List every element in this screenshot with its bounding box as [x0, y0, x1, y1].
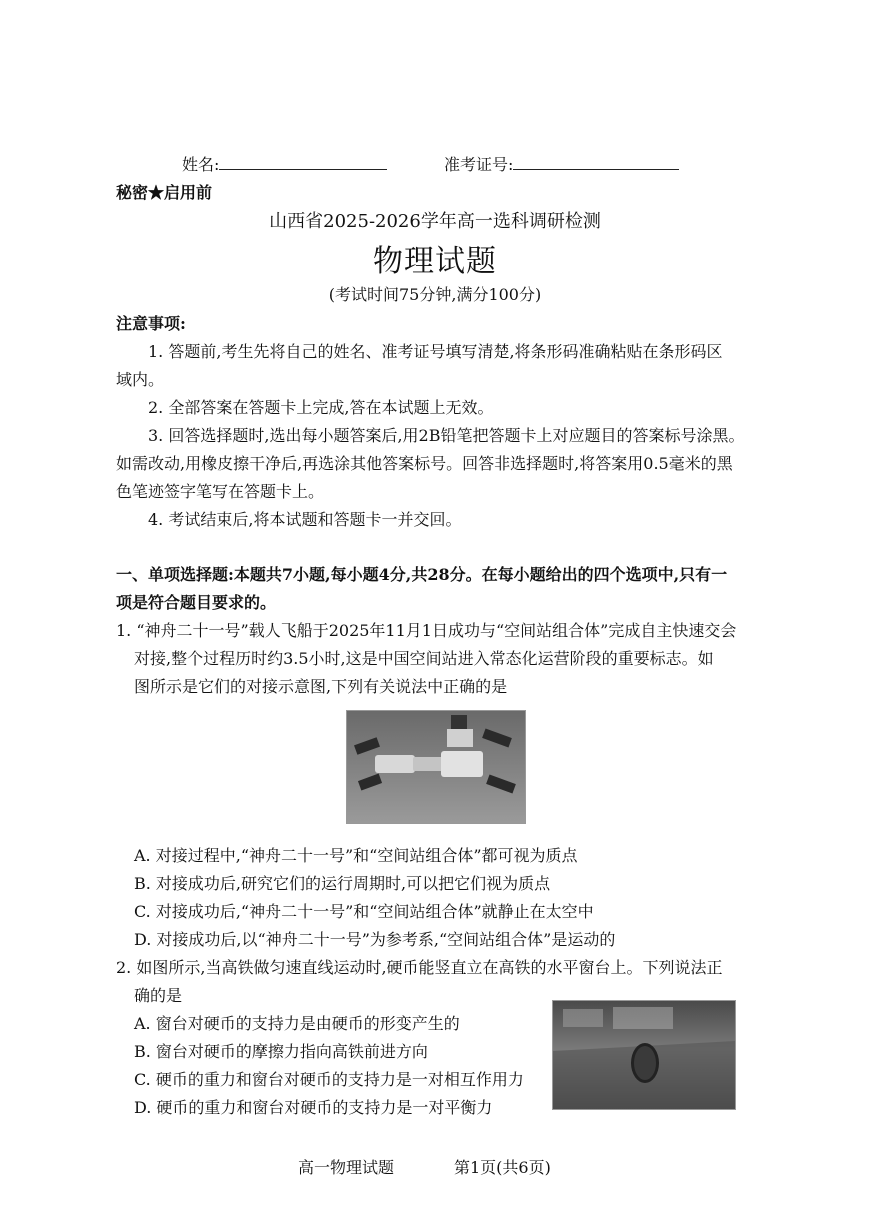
coin-photo: [552, 1000, 736, 1110]
question-2-option-d: D. 硬币的重力和窗台对硬币的支持力是一对平衡力: [134, 1098, 493, 1117]
notice-item: 2. 全部答案在答题卡上完成,答在本试题上无效。: [148, 398, 494, 417]
notice-heading: 注意事项:: [116, 314, 186, 333]
question-1-option-d: D. 对接成功后,以“神舟二十一号”为参考系,“空间站组合体”是运动的: [134, 930, 616, 949]
docking-photo: [346, 710, 526, 824]
notice-item: 3. 回答选择题时,选出每小题答案后,用2B铅笔把答题卡上对应题目的答案标号涂黑。: [148, 426, 745, 445]
exam-id-field: [444, 152, 679, 175]
coin-icon: [631, 1043, 659, 1083]
notice-item: 如需改动,用橡皮擦干净后,再选涂其他答案标号。回答非选择题时,将答案用0.5毫米的黑: [116, 454, 733, 473]
notice-item: 色笔迹签字笔写在答题卡上。: [116, 482, 325, 501]
section-heading-cont: 项是符合题目要求的。: [116, 593, 277, 612]
name-label: 姓名:: [182, 155, 220, 174]
question-1-stem: 图所示是它们的对接示意图,下列有关说法中正确的是: [134, 677, 508, 696]
question-2-stem: 确的是: [134, 986, 183, 1005]
exam-id-label: 准考证号:: [444, 155, 514, 174]
page-title: 物理试题: [373, 244, 497, 279]
exam-org: 山西省2025-2026学年高一选科调研检测: [269, 211, 601, 232]
question-2-option-b: B. 窗台对硬币的摩擦力指向高铁前进方向: [134, 1042, 428, 1061]
notice-item: 域内。: [116, 370, 165, 389]
question-1-option-a: A. 对接过程中,“神舟二十一号”和“空间站组合体”都可视为质点: [134, 846, 578, 865]
question-1-stem: 对接,整个过程历时约3.5小时,这是中国空间站进入常态化运营阶段的重要标志。如: [134, 649, 714, 668]
name-field: [182, 152, 387, 175]
secret-mark: 秘密★启用前: [116, 183, 213, 202]
section-heading: 一、单项选择题:本题共7小题,每小题4分,共28分。在每小题给出的四个选项中,只有一: [116, 565, 728, 584]
notice-item: 4. 考试结束后,将本试题和答题卡一并交回。: [148, 510, 462, 529]
question-2-option-c: C. 硬币的重力和窗台对硬币的支持力是一对相互作用力: [134, 1070, 524, 1089]
question-1-option-c: C. 对接成功后,“神舟二十一号”和“空间站组合体”就静止在太空中: [134, 902, 594, 921]
notice-item: 1. 答题前,考生先将自己的姓名、准考证号填写清楚,将条形码准确粘贴在条形码区: [148, 342, 723, 361]
name-blank[interactable]: [219, 155, 387, 170]
question-1-option-b: B. 对接成功后,研究它们的运行周期时,可以把它们视为质点: [134, 874, 551, 893]
exam-id-blank[interactable]: [513, 155, 679, 170]
footer-page: 第1页(共6页): [454, 1158, 551, 1177]
question-2-stem: 2. 如图所示,当高铁做匀速直线运动时,硬币能竖直立在高铁的水平窗台上。下列说法正: [116, 958, 723, 977]
question-1-stem: 1. “神舟二十一号”载人飞船于2025年11月1日成功与“空间站组合体”完成自主快速交会: [116, 621, 737, 640]
footer-title: 高一物理试题: [298, 1158, 395, 1177]
exam-subtitle: (考试时间75分钟,满分100分): [328, 285, 542, 304]
question-2-option-a: A. 窗台对硬币的支持力是由硬币的形变产生的: [134, 1014, 460, 1033]
